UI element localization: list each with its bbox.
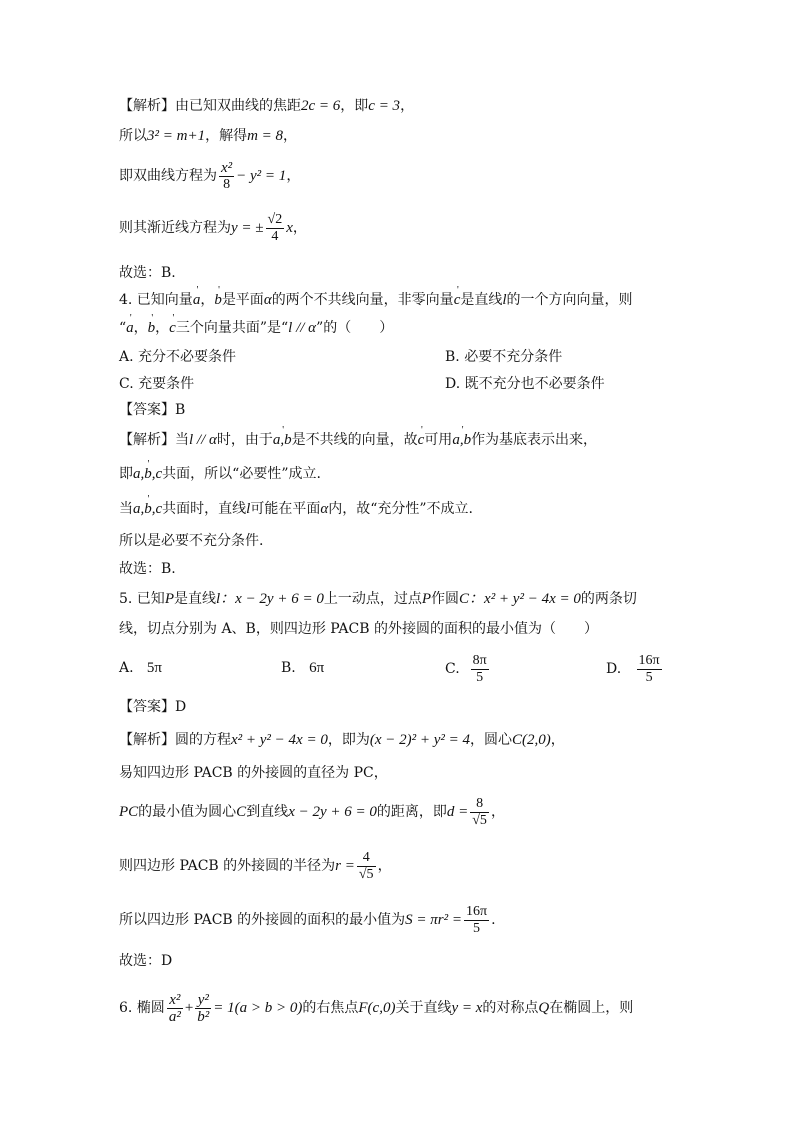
q4-analysis-line-3: 当' a,b,c共面时，直线l可能在平面α内，故“充分性”不成立. [119,499,473,519]
analysis-tag: 【解析】 [119,98,175,114]
q4-stem-line-2: “' a，' b，' c三个向量共面”是“l // α”的（ ） [119,318,393,338]
q4-analysis-line-1: 【解析】当l // α时，由于' a,b是不共线的向量，故' c可用' a,b作为基底表示出来， [119,430,597,450]
q6-stem-line-1: 6. 椭圆 $\frac{\text{x²}}{\text{a²}}$ + $\frac{\text{y²}}{\text{b²}}$ = 1(a > b > 0)的右焦点F(c,0)关于直线y = x的对称点Q在椭圆上，则 [119,991,634,1025]
q4-option-a: A. 充分不必要条件 [119,349,237,365]
q5-analysis-line-1: 【解析】圆的方程x² + y² − 4x = 0，即为(x − 2)² + y² = 4，圆心C(2,0)， [119,732,565,748]
q4-stem-line-1: 4. 已知向量' a，' b是平面α的两个不共线向量，非零向量' c是直线l的一个方向向量，则 [119,290,633,310]
q5-conclusion: 故选：D [119,953,173,969]
q4-answer: 【答案】B [119,402,186,418]
q5-stem-line-1: 5. 已知P是直线l：x − 2y + 6 = 0上一动点，过点P作圆C：x² + y² − 4x = 0的两条切 [119,591,637,607]
q5-option-a: A. 5π [119,660,162,676]
q4-option-d: D. 既不充分也不必要条件 [445,376,605,392]
q4-option-b: B. 必要不充分条件 [445,349,563,365]
q3-line-3: 即双曲线方程为 $\frac{\text{x²}}{8}$ − y² = 1， [119,159,301,192]
q5-stem-line-2: 线，切点分别为 A、B，则四边形 PACB 的外接圆的面积的最小值为（ ） [119,621,598,637]
q5-analysis-line-5: 所以四边形 PACB 的外接圆的面积的最小值为S = πr² = $\frac{16\pi}{5}$ . [119,903,496,936]
fraction: $\frac{\text{x²}}{8}$ [221,159,233,192]
q5-option-c: C. $\frac{8\pi}{5}$ [445,652,487,685]
q5-analysis-line-3: PC的最小值为圆心C到直线x − 2y + 6 = 0的距离，即d = $\frac{8}{√5}$ ， [119,795,505,828]
fraction: $\frac{√2}{4}$ [267,211,283,244]
q3-conclusion: 故选：B. [119,265,176,281]
q3-line-1: 【解析】由已知双曲线的焦距2c = 6，即c = 3， [119,98,415,114]
q5-option-b: B. 6π [281,660,325,676]
q4-analysis-line-2: 即' a,b,c共面，所以“必要性”成立. [119,464,321,484]
q5-analysis-line-4: 则四边形 PACB 的外接圆的半径为r = $\frac{4}{√5}$ ， [119,849,392,882]
q5-option-d: D. $\frac{16\pi}{5}$ [606,652,660,685]
q3-line-2: 所以3² = m+1，解得m = 8， [119,128,298,144]
q4-analysis-line-4: 所以是必要不充分条件. [119,533,264,549]
q3-line-4: 则其渐近线方程为y = ± $\frac{√2}{4}$ x， [119,211,307,244]
q4-option-c: C. 充要条件 [119,376,195,392]
q5-answer: 【答案】D [119,699,187,715]
q4-conclusion: 故选：B. [119,561,176,577]
q5-analysis-line-2: 易知四边形 PACB 的外接圆的直径为 PC， [119,765,388,781]
